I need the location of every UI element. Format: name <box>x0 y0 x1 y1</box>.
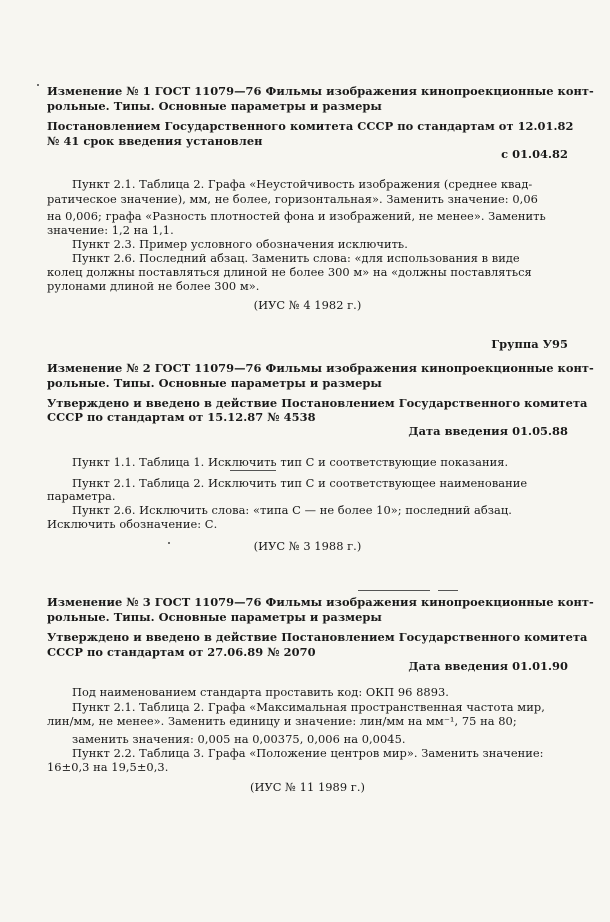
amendment-3-decree-line-2: СССР по стандартам от 27.06.89 № 2070 <box>47 645 316 659</box>
amendment-1-body-line: значение: 1,2 на 1,1. <box>47 223 174 237</box>
amendment-1-date: с 01.04.82 <box>501 147 568 161</box>
scan-artifact-line <box>358 590 430 591</box>
amendment-1-body-line: рулонами длиной не более 300 м». <box>47 279 260 293</box>
amendment-1-body-line: на 0,006; графа «Разность плотностей фона и изображений, не менее». Заменить <box>47 209 546 223</box>
amendment-1-title-line-1: Изменение № 1 ГОСТ 11079—76 Фильмы изображения кинопроекционные конт- <box>47 84 594 98</box>
amendment-3-title-line-2: рольные. Типы. Основные параметры и размеры <box>47 610 382 624</box>
amendment-3-body-line: заменить значения: 0,005 на 0,00375, 0,006 на 0,0045. <box>72 732 406 746</box>
amendment-2-title-line-2: рольные. Типы. Основные параметры и размеры <box>47 376 382 390</box>
amendment-3-body-line: 16±0,3 на 19,5±0,3. <box>47 760 169 774</box>
amendment-1-body-line: Пункт 2.3. Пример условного обозначения исключить. <box>72 237 408 251</box>
amendment-1-body-line: Пункт 2.1. Таблица 2. Графа «Неустойчивость изображения (среднее квад- <box>72 177 533 191</box>
amendment-1-decree-line-2: № 41 срок введения установлен <box>47 134 263 148</box>
scan-artifact-line <box>230 470 276 471</box>
amendment-3-decree-line-1: Утверждено и введено в действие Постановлением Государственного комитета <box>47 630 588 644</box>
group-label: Группа У95 <box>491 337 568 351</box>
amendment-1-title-line-2: рольные. Типы. Основные параметры и размеры <box>47 99 382 113</box>
amendment-2-decree-line-2: СССР по стандартам от 15.12.87 № 4538 <box>47 410 316 424</box>
amendment-2-body-line: параметра. <box>47 489 116 503</box>
amendment-1-source: (ИУС № 4 1982 г.) <box>253 298 362 312</box>
amendment-1-decree-line-1: Постановлением Государственного комитета СССР по стандартам от 12.01.82 <box>47 119 574 133</box>
amendment-2-body-line: Пункт 1.1. Таблица 1. Исключить тип С и соответствующие показания. <box>72 455 509 469</box>
amendment-1-body-line: Пункт 2.6. Последний абзац. Заменить слова: «для использования в виде <box>72 251 520 265</box>
amendment-3-body-line: Пункт 2.1. Таблица 2. Графа «Максимальная пространственная частота мир, <box>72 700 545 714</box>
amendment-2-body-line: Пункт 2.6. Исключить слова: «типа С — не более 10»; последний абзац. <box>72 503 512 517</box>
amendment-1-body-line: колец должны поставляться длиной не более 300 м» на «должны поставляться <box>47 265 532 279</box>
amendment-3-title-line-1: Изменение № 3 ГОСТ 11079—76 Фильмы изображения кинопроекционные конт- <box>47 595 594 609</box>
amendment-3-body-line: лин/мм, не менее». Заменить единицу и значение: лин/мм на мм⁻¹, 75 на 80; <box>47 714 517 728</box>
amendment-2-title-line-1: Изменение № 2 ГОСТ 11079—76 Фильмы изображения кинопроекционные конт- <box>47 361 594 375</box>
amendment-2-decree-line-1: Утверждено и введено в действие Постановлением Государственного комитета <box>47 396 588 410</box>
amendment-2-body-line: Исключить обозначение: С. <box>47 517 218 531</box>
scan-artifact-dot <box>168 542 170 544</box>
amendment-3-date: Дата введения 01.01.90 <box>408 659 568 673</box>
amendment-2-source: (ИУС № 3 1988 г.) <box>253 539 362 553</box>
scan-artifact-line <box>438 590 458 591</box>
amendment-3-body-line: Пункт 2.2. Таблица 3. Графа «Положение центров мир». Заменить значение: <box>72 746 544 760</box>
amendment-3-source: (ИУС № 11 1989 г.) <box>249 780 365 794</box>
scan-artifact-dot <box>37 84 39 86</box>
amendment-1-body-line: ратическое значение), мм, не более, горизонтальная». Заменить значение: 0,06 <box>47 192 538 206</box>
amendment-2-body-line: Пункт 2.1. Таблица 2. Исключить тип С и соответствующее наименование <box>72 476 528 490</box>
amendment-3-body-line: Под наименованием стандарта проставить код: ОКП 96 8893. <box>72 685 449 699</box>
amendment-2-date: Дата введения 01.05.88 <box>408 424 568 438</box>
